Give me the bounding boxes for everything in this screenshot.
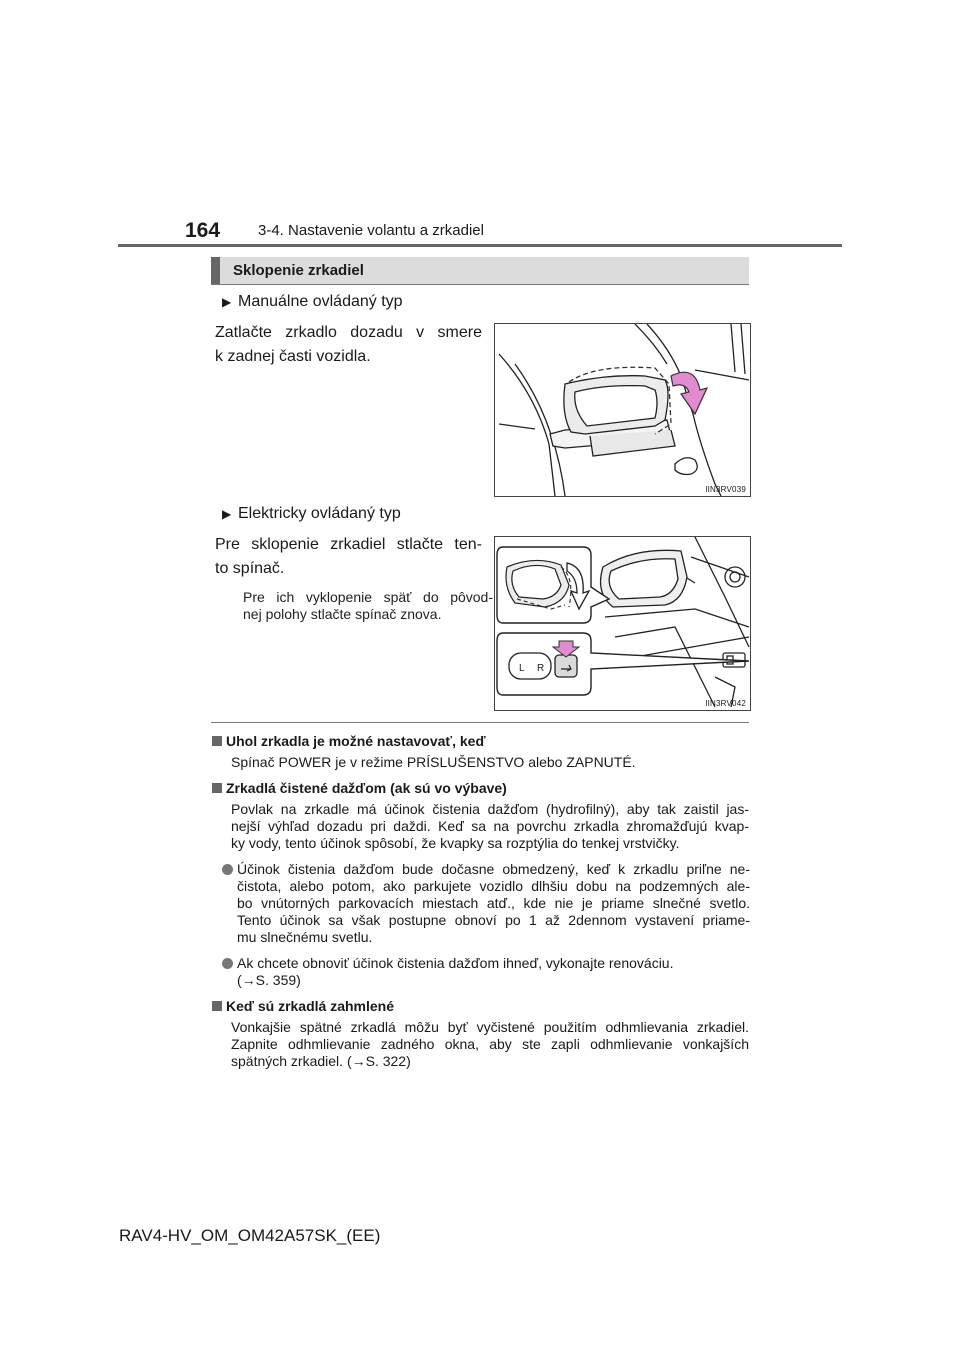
page-reference-link[interactable]: spätných zrkadiel. (→S. 322) [231, 1053, 411, 1069]
note-line: ky vody, tento účinok spôsobí, že kvapky sa rozptýlia do tenkej vrstvičky. [231, 835, 680, 851]
manual-mirror-figure [494, 323, 751, 497]
triangle-right-icon: ▶ [222, 295, 232, 309]
switch-right-label: R [537, 663, 545, 674]
electric-note-line: Pre ich vyklopenie späť do pôvod- [243, 589, 493, 605]
note-bullet-text [237, 955, 750, 989]
notes-divider [211, 722, 749, 723]
electric-note [243, 589, 493, 623]
note-bullet-text [237, 861, 750, 946]
manual-instruction-line: Zatlačte zrkadlo dozadu v smere [215, 324, 482, 341]
manual-figure-code: IIN3RV039 [705, 485, 746, 494]
manual-instruction-line: k zadnej časti vozidla. [215, 348, 371, 365]
page-reference-link[interactable]: (→S. 359) [237, 972, 301, 988]
note-line: Zapnite odhmlievanie zadného okna, aby ste zapli odhmlievanie vonkajších [231, 1036, 749, 1052]
electric-figure-code: IIN3RV042 [705, 699, 746, 708]
note-bullet [222, 861, 750, 946]
manual-mirror-illustration [495, 324, 750, 496]
square-bullet-icon [212, 1001, 222, 1011]
electric-instruction [215, 533, 482, 581]
note-heading-row [212, 780, 750, 797]
document-code: RAV4-HV_OM_OM42A57SK_(EE) [119, 1226, 381, 1245]
electric-subtitle-row [222, 505, 401, 523]
electric-note-line: nej polohy stlačte spínač znova. [243, 606, 442, 622]
note-line: Vonkajšie spätné zrkadlá môžu byť vyčistené použitím odhmlievania zrkadiel. [231, 1019, 749, 1035]
note-paragraph [231, 1019, 749, 1070]
note-line: bo vnútorných parkovacích miestach atď., kde nie je priame slnečné svetlo. [237, 895, 750, 911]
electric-mirror-figure [494, 536, 751, 711]
note-line: Tento účinok sa však postupne obnoví po 1 až 2dennom vystavení priame- [237, 912, 750, 928]
circle-bullet-icon [222, 864, 233, 875]
note-heading: Uhol zrkadla je možné nastavovať, keď [226, 733, 486, 749]
note-line: Povlak na zrkadle má účinok čistenia dažďom (hydrofilný), aby tak zaistil jas- [231, 801, 749, 817]
note-line: Ak chcete obnoviť účinok čistenia dažďom ihneď, vykonajte renováciu. [237, 955, 674, 971]
section-title: Sklopenie zrkadiel [233, 262, 364, 279]
electric-mirror-illustration [495, 537, 750, 710]
manual-subtitle-row [222, 293, 403, 311]
circle-bullet-icon [222, 958, 233, 969]
page-number: 164 [185, 219, 221, 242]
square-bullet-icon [212, 736, 222, 746]
manual-subtitle: Manuálne ovládaný typ [238, 293, 403, 310]
manual-instruction [215, 321, 482, 369]
note-line: Účinok čistenia dažďom bude dočasne obmedzený, keď k zrkadlu priľne ne- [237, 861, 750, 877]
switch-left-label: L [519, 663, 525, 674]
note-paragraph [231, 801, 749, 852]
section-header-bar [211, 257, 220, 284]
triangle-right-icon: ▶ [222, 507, 232, 521]
note-line: mu slnečnému svetlu. [237, 929, 373, 945]
note-heading-row [212, 998, 750, 1015]
note-bullet [222, 955, 750, 989]
note-line: nejší výhľad dozadu pri daždi. Keď sa na povrchu zrkadla zhromažďujú kvap- [231, 818, 749, 834]
note-line: Spínač POWER je v režime PRÍSLUŠENSTVO alebo ZAPNUTÉ. [231, 754, 636, 770]
note-paragraph [231, 754, 749, 771]
electric-subtitle: Elektricky ovládaný typ [238, 505, 401, 522]
chapter-title: 3-4. Nastavenie volantu a zrkadiel [258, 222, 484, 239]
electric-instruction-line: to spínač. [215, 560, 285, 577]
note-heading: Zrkadlá čistené dažďom (ak sú vo výbave) [226, 780, 507, 796]
notes-section [212, 733, 750, 1070]
electric-instruction-line: Pre sklopenie zrkadiel stlačte ten- [215, 536, 482, 553]
section-header [211, 257, 749, 284]
section-divider [211, 284, 749, 285]
header-divider [118, 244, 842, 247]
note-heading-row [212, 733, 750, 750]
note-line: čistota, alebo potom, ako parkujete vozidlo dlhšiu dobu na podzemných ale- [237, 878, 750, 894]
square-bullet-icon [212, 783, 222, 793]
note-heading: Keď sú zrkadlá zahmlené [226, 998, 395, 1014]
